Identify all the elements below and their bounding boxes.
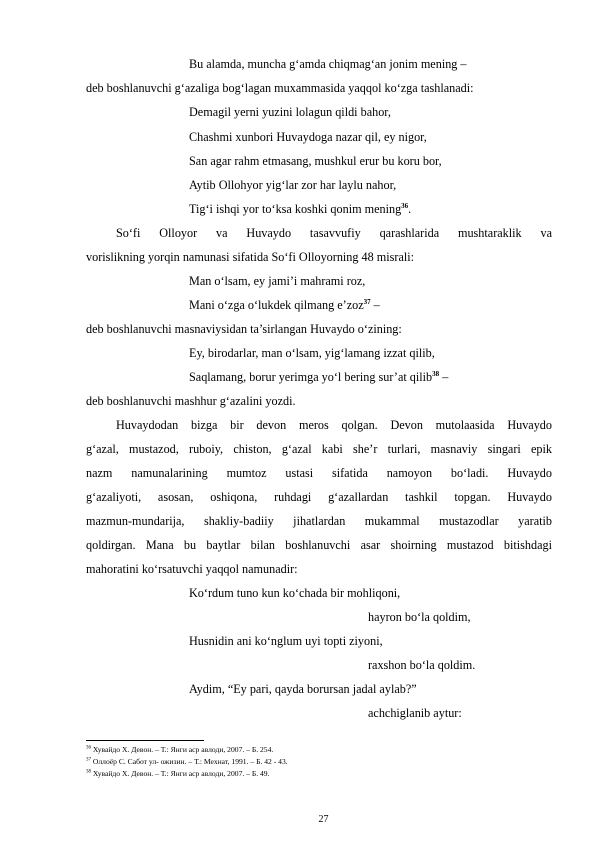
verse-line: hayron bo‘la qoldim, xyxy=(368,610,471,624)
verse-line: achchiglanib aytur: xyxy=(368,706,462,720)
verse-line: Chashmi xunbori Huvaydoga nazar qil, ey nigor, xyxy=(189,130,427,144)
text-line: vorislikning yorqin namunasi sifatida So‘fi Olloyorning 48 misrali: xyxy=(86,250,415,264)
footnote: $^{37}$ Оллоёр С. Сабот ул- ожизин. – Т.: Мехнат, 1991. – Б. 42 - 43. xyxy=(86,757,288,766)
paragraph-line: g‘azaliyoti, asosan, oshiqona, ruhdagi g‘azallardan tashkil topgan. Huvaydo xyxy=(86,490,552,504)
text-line: deb boshlanuvchi g‘azaliga bog‘lagan muxammasida yaqqol ko‘zga tashlanadi: xyxy=(86,81,474,95)
verse-line: Saqlamang, borur yerimga yo‘l bering sur’at qilib$^{38}$ – xyxy=(189,369,449,384)
paragraph-line: So‘fi Olloyor va Huvaydo tasavvufiy qarashlarida mushtaraklik va xyxy=(116,226,552,240)
footnote-ref-38: 38 xyxy=(432,369,440,378)
page-number: 27 xyxy=(318,814,329,825)
verse-line: San agar rahm etmasang, mushkul erur bu koru bor, xyxy=(189,154,442,168)
paragraph-line: Huvaydodan bizga bir devon meros qolgan. Devon mutolaasida Huvaydo xyxy=(116,418,552,432)
verse-line: raxshon bo‘la qoldim. xyxy=(368,658,476,672)
paragraph-line: nazm namunalarining mumtoz ustasi sifatida namoyon bo‘ladi. Huvaydo xyxy=(86,466,552,480)
verse-line: Ey, birodarlar, man o‘lsam, yig‘lamang izzat qilib, xyxy=(189,346,435,360)
text-line: deb boshlanuvchi masnaviysidan ta’sirlangan Huvaydo o‘zining: xyxy=(86,322,402,336)
paragraph-line: mazmun-mundarija, shakliy-badiiy jihatlardan mukammal mustazodlar yaratib xyxy=(86,514,552,528)
footnote-ref-36: 36 xyxy=(401,201,409,210)
text-line: deb boshlanuvchi mashhur g‘azalini yozdi. xyxy=(86,394,296,408)
verse-line: Tig‘i ishqi yor to‘ksa koshki qonim mening$^{36}$. xyxy=(189,201,412,216)
verse-line: Mani o‘zga o‘lukdek qilmang e’zoz$^{37}$ – xyxy=(189,297,380,312)
verse-line: Aytib Ollohyor yig‘lar zor har laylu nahor, xyxy=(189,178,397,192)
verse-line: Aydim, “Ey pari, qayda borursan jadal aylab?” xyxy=(189,682,417,696)
paragraph-line: qoldirgan. Mana bu baytlar bilan boshlanuvchi asar shoirning mustazod bitishdagi xyxy=(86,538,552,552)
verse-line: Ko‘rdum tuno kun ko‘chada bir mohliqoni, xyxy=(189,586,401,600)
footnote-divider xyxy=(86,740,204,741)
verse-line: Husnidin ani ko‘nglum uyi topti ziyoni, xyxy=(189,634,383,648)
footnote: $^{36}$ Хувайдо Х. Девон. – Т.: Янги аср авлоди, 2007. – Б. 254. xyxy=(86,745,274,754)
footnote: $^{38}$ Хувайдо Х. Девон. – Т.: Янги аср авлоди, 2007. – Б. 49. xyxy=(86,769,270,778)
footnote-ref-37: 37 xyxy=(363,297,371,306)
verse-line: Bu alamda, muncha g‘amda chiqmag‘an jonim mening – xyxy=(189,57,467,71)
verse-line: Demagil yerni yuzini lolagun qildi bahor, xyxy=(189,105,391,119)
paragraph-line: g‘azal, mustazod, ruboiy, chiston, g‘azal kabi she’r turlari, masnaviy singari epik xyxy=(86,442,552,456)
text-line: mahoratini ko‘rsatuvchi yaqqol namunadir: xyxy=(86,562,298,576)
verse-line: Man o‘lsam, ey jami’i mahrami roz, xyxy=(189,274,366,288)
